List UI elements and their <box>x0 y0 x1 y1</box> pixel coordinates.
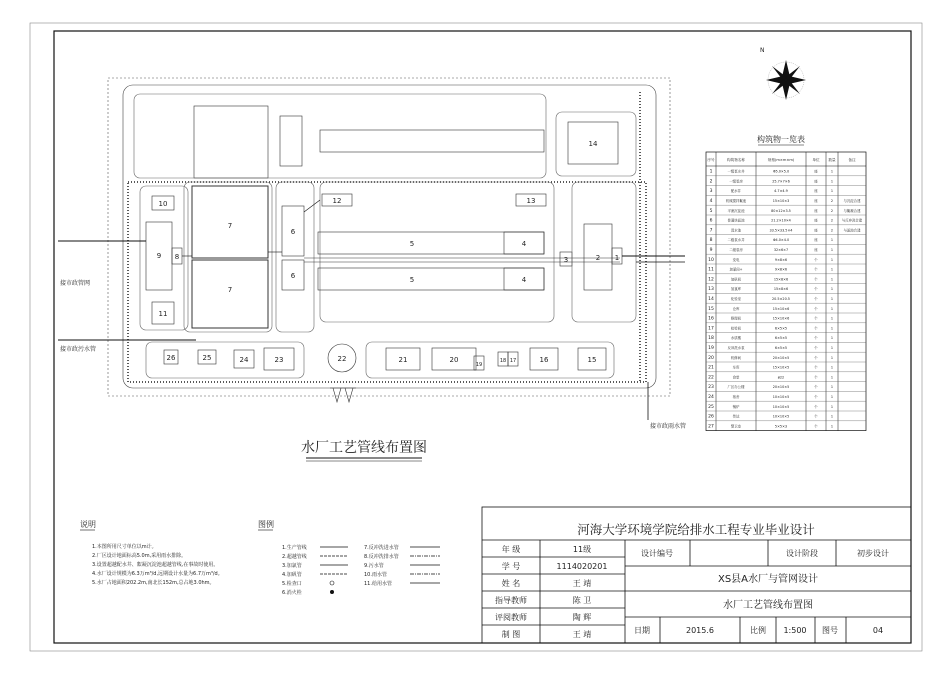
notes-lines <box>92 543 223 586</box>
unit-7-bottom <box>192 260 268 328</box>
site-road <box>123 85 656 388</box>
table-cell: 与反冲洗合建 <box>841 218 863 223</box>
table-cell: 检验间 <box>730 326 742 331</box>
label-drain: 接市政雨水管 <box>650 423 687 430</box>
table-header-cell: 规格(m×m×m) <box>767 158 795 162</box>
title-block-label: 指导教师 <box>495 596 527 605</box>
table-cell: 普通快滤池 <box>727 218 745 223</box>
note-line: 1.本图所用尺寸单位以m计。 <box>92 544 157 550</box>
table-cell: 个 <box>814 424 818 429</box>
table-cell: 个 <box>814 414 818 419</box>
table-cell: 1 <box>830 385 834 390</box>
table-cell: 座 <box>814 199 818 203</box>
table-cell: 8 <box>709 238 713 244</box>
table-cell: 20 <box>708 355 714 361</box>
label-unit-13: 13 <box>526 197 536 205</box>
stage-label: 设计阶段 <box>786 549 818 558</box>
table-cell: 18 <box>708 336 714 342</box>
table-cell: 个 <box>814 365 818 370</box>
legend-item: 1.生产管线 <box>282 545 307 551</box>
table-cell: 一级泵水井 <box>727 169 745 174</box>
table-cell: 1 <box>830 287 834 292</box>
table-header-cell: 数量 <box>828 158 836 162</box>
label-unit-22: 22 <box>337 355 347 363</box>
table-cell: 9×8×6 <box>774 267 788 272</box>
table-cell: 15×10×5 <box>772 365 790 370</box>
table-cell: 32×6×7 <box>773 248 789 252</box>
title-block-label: 制 图 <box>501 630 521 639</box>
table-cell: 机修间 <box>730 355 742 360</box>
table-cell: 1 <box>830 248 834 252</box>
legend-item: 11.给用水管 <box>364 581 392 587</box>
table-cell: 座 <box>814 179 818 184</box>
note-line: 4.水厂设计规模为6.3万m³/d,远期设计水量为6.7万m³/d。 <box>92 571 223 577</box>
table-cell: 座 <box>814 218 818 223</box>
table-cell: 3 <box>709 189 713 195</box>
table-cell: 个 <box>814 385 818 390</box>
project-name: XS县A水厂与管网设计 <box>717 574 819 585</box>
table-cell: 化验室 <box>730 297 742 301</box>
table-cell: 1 <box>830 375 834 380</box>
table-cell: 个 <box>814 395 818 399</box>
pipe-loop <box>128 182 646 382</box>
table-cell: 1 <box>830 257 834 262</box>
table-cell: 1 <box>830 267 834 272</box>
table-cell: 个 <box>814 375 818 380</box>
title-block-value: 11级 <box>572 545 592 554</box>
table-header-cell: 单位 <box>812 158 820 162</box>
label-unit-8: 8 <box>174 253 180 261</box>
table-cell: 1 <box>830 355 834 360</box>
table-cell: 15×8×6 <box>773 287 789 292</box>
table-cell: 1 <box>830 365 834 370</box>
label-unit-5-bottom: 5 <box>409 276 415 284</box>
table-cell: ø22 <box>777 375 785 380</box>
legend-item: 3.加氯管 <box>282 563 302 569</box>
label-unit-15: 15 <box>587 356 597 364</box>
table-cell: 9×8×6 <box>774 257 788 262</box>
structures-table <box>706 152 866 431</box>
label-unit-4-bottom: 4 <box>521 276 527 284</box>
table-cell: 6 <box>709 218 713 224</box>
label-unit-20: 20 <box>449 356 459 364</box>
table-cell: 10×10×5 <box>772 404 790 409</box>
top-long-block <box>320 130 544 152</box>
drawing-title: 水厂工艺管线布置图 <box>301 440 427 456</box>
label-unit-25: 25 <box>202 354 212 362</box>
table-cell: 平流沉淀池 <box>727 208 745 213</box>
top-area-frame <box>134 94 546 178</box>
table-cell: 6×5×5 <box>774 346 788 350</box>
unit-5-bottom <box>318 268 544 290</box>
note-line: 2.厂区设计地面标高5.0m,采用雨水排除。 <box>92 553 187 559</box>
table-cell: 16 <box>708 316 714 322</box>
table-cell: 清水池 <box>730 228 742 233</box>
table-cell: Φ5.0×5.0 <box>772 169 790 174</box>
table-cell: 25 <box>708 404 714 410</box>
table-cell: 13 <box>708 287 714 293</box>
table-cell: 车库 <box>732 365 740 370</box>
table-cell: 警卫室 <box>730 424 742 429</box>
table-cell: 座 <box>814 189 818 194</box>
title-block-label: 年 级 <box>501 545 521 554</box>
top-block-left <box>194 106 268 178</box>
table-cell: 15×10×6 <box>772 316 790 321</box>
table-cell: 12 <box>708 277 714 283</box>
scale-value: 1:500 <box>783 626 807 635</box>
drawing-name: 水厂工艺管线布置图 <box>723 600 813 611</box>
design-no-label: 设计编号 <box>641 549 673 558</box>
table-cell: 6×5×5 <box>774 326 788 331</box>
table-cell: 80×12×3.5 <box>771 208 791 213</box>
table-cell: 1 <box>830 238 834 243</box>
label-unit-17: 17 <box>509 358 517 364</box>
table-cell: 25.7×7×6 <box>772 179 790 184</box>
table-cell: 配水井 <box>730 189 742 194</box>
label-unit-4-top: 4 <box>521 240 527 248</box>
table-cell: 座 <box>814 169 818 174</box>
table-cell: 个 <box>814 257 818 262</box>
table-cell: 1 <box>830 346 834 350</box>
table-cell: 1 <box>830 414 834 419</box>
title-block-label: 评阅教师 <box>495 613 527 622</box>
table-cell: 1 <box>830 326 834 331</box>
legend-item: 9.污水管 <box>364 563 384 569</box>
table-cell: 1 <box>709 169 713 175</box>
table-cell: 仓库 <box>732 306 740 311</box>
table-cell: 座 <box>814 238 818 243</box>
label-unit-6: 6 <box>290 228 296 236</box>
table-cell: 座 <box>814 228 818 233</box>
table-cell: 机械搅拌絮池 <box>725 199 747 203</box>
label-unit-26: 26 <box>166 354 176 362</box>
table-cell: 宿舍 <box>732 395 740 399</box>
table-cell: 14 <box>708 297 714 302</box>
table-cell: 个 <box>814 404 818 409</box>
label-unit-7-bottom: 7 <box>227 286 233 294</box>
table-cell: Φ4.0×4.0 <box>772 238 790 243</box>
title-block-value: 陈 卫 <box>572 596 592 605</box>
table-cell: 个 <box>814 336 818 341</box>
table-cell: 15×10×6 <box>772 306 790 311</box>
table-cell: 一级泵房 <box>729 179 743 184</box>
table-cell: 11 <box>708 267 714 273</box>
table-cell: 21.2×10×4 <box>771 218 791 223</box>
table-header-cell: 备注 <box>848 158 856 162</box>
note-line: 5.水厂占地面积202.2m,南北长152m,总占地3.0hm。 <box>92 580 215 586</box>
label-unit-19: 19 <box>475 362 483 368</box>
date-value: 2015.6 <box>686 626 714 635</box>
label-unit-18: 18 <box>499 358 507 364</box>
table-cell: 1 <box>830 404 834 409</box>
note-line: 3.设置超越配水井、絮凝沉淀池超越管线,在事故时使用。 <box>92 562 219 568</box>
table-cell: 20×10×5 <box>772 355 790 360</box>
table-cell: 2 <box>830 208 834 213</box>
compass-label: N <box>760 47 765 54</box>
table-cell: 水质楼 <box>730 336 742 341</box>
table-cell: 1 <box>830 424 834 429</box>
table-cell: 个 <box>814 297 818 301</box>
notes-title: 说明 <box>80 520 96 529</box>
table-cell: 1 <box>830 306 834 311</box>
table-cell: 个 <box>814 326 818 331</box>
table-cell: 21 <box>708 365 714 371</box>
table-cell: 反冲洗水泵 <box>727 346 745 350</box>
table-cell: 与沉淀合建 <box>843 199 861 203</box>
table-cell: 加矾间 <box>730 277 742 282</box>
label-unit-24: 24 <box>239 356 249 364</box>
label-unit-12: 12 <box>332 197 342 205</box>
table-cell: 26 <box>708 414 714 420</box>
title-block-value: 陶 辉 <box>572 613 592 622</box>
table-cell: 个 <box>814 277 818 282</box>
table-cell: 17 <box>708 326 714 332</box>
table-cell: 19 <box>708 346 714 351</box>
legend-title: 图例 <box>258 520 274 529</box>
stage-value: 初步设计 <box>857 549 889 558</box>
table-cell: 20×10×5 <box>772 385 790 390</box>
legend-item: 8.反冲洗排水管 <box>364 554 399 560</box>
table-cell: 1 <box>830 277 834 282</box>
table-cell: 个 <box>814 267 818 272</box>
top-block-narrow <box>280 116 302 166</box>
table-cell: 22 <box>708 375 714 381</box>
table-cell: 10×10×5 <box>772 414 790 419</box>
label-unit-7-top: 7 <box>227 222 233 230</box>
legend-items <box>282 544 440 596</box>
compass-icon <box>766 60 806 100</box>
table-cell: 2 <box>830 199 834 203</box>
table-cell: 个 <box>814 346 818 350</box>
title-block-label: 学 号 <box>501 562 521 571</box>
unit-5-top <box>318 232 544 254</box>
table-cell: 10 <box>708 257 714 263</box>
label-unit-11: 11 <box>158 310 168 318</box>
label-unit-2: 2 <box>595 254 601 262</box>
table-cell: 锅炉 <box>732 404 740 409</box>
table-header-cell: 构筑物名称 <box>727 158 745 162</box>
label-unit-1: 1 <box>614 254 620 262</box>
sheet-label: 图号 <box>822 626 838 635</box>
table-cell: 厂区办公楼 <box>727 385 745 390</box>
table-cell: 传达 <box>732 414 740 419</box>
title-block-label: 姓 名 <box>501 579 521 588</box>
table-cell: 2 <box>830 218 834 223</box>
table-cell: 7 <box>709 228 713 234</box>
label-unit-6b: 6 <box>290 272 296 280</box>
table-cell: 5×5×3 <box>774 424 788 429</box>
table-cell: 食堂 <box>732 375 740 380</box>
table-cell: 修理间 <box>730 316 742 321</box>
table-cell: 个 <box>814 355 818 360</box>
table-cell: 6×5×5 <box>774 336 788 341</box>
table-cell: 24 <box>708 395 714 400</box>
table-cell: 1 <box>830 395 834 399</box>
table-cell: 9 <box>709 248 713 253</box>
label-unit-10: 10 <box>158 200 168 208</box>
table-cell: 33.5×33.5×4 <box>769 228 793 233</box>
table-cell: 2 <box>830 228 834 233</box>
table-cell: 个 <box>814 316 818 321</box>
table-cell: 4.7×4.9 <box>774 189 788 194</box>
table-cell: 1 <box>830 189 834 194</box>
table-cell: 1 <box>830 297 834 301</box>
table-cell: 加氯间+ <box>729 267 743 272</box>
legend-item: 10.雨水管 <box>364 572 387 578</box>
label-unit-5-top: 5 <box>409 240 415 248</box>
table-cell: 27 <box>708 424 714 430</box>
table-cell: 1 <box>830 336 834 341</box>
table-cell: 5 <box>709 208 713 214</box>
label-unit-23: 23 <box>274 356 284 364</box>
label-unit-21: 21 <box>398 356 408 364</box>
school-title: 河海大学环境学院给排水工程专业毕业设计 <box>577 522 815 537</box>
legend-item: 2.超越管线 <box>282 554 307 560</box>
title-block-value: 1114020201 <box>556 562 608 571</box>
table-cell: 4 <box>709 199 713 204</box>
title-block-value: 王 靖 <box>572 630 592 639</box>
table-cell: 个 <box>814 287 818 292</box>
table-title: 构筑物一览表 <box>757 135 805 144</box>
table-cell: 23 <box>708 385 714 391</box>
label-unit-14: 14 <box>588 140 598 148</box>
label-unit-9: 9 <box>156 252 162 260</box>
table-cell: 座 <box>814 208 818 213</box>
table-cell: 二级泵水井 <box>727 238 745 243</box>
table-cell: 座 <box>814 248 818 252</box>
label-water-in: 接市政管网 <box>60 280 91 287</box>
table-cell: 1 <box>830 179 834 184</box>
table-cell: 2 <box>709 179 713 185</box>
label-unit-16: 16 <box>539 356 549 364</box>
table-cell: 10×10×5 <box>772 395 790 399</box>
legend-item: 6.消火栓 <box>282 590 302 596</box>
table-cell: 个 <box>814 306 818 311</box>
table-cell: 20.5×20.5 <box>772 297 790 301</box>
site-plan <box>58 78 685 420</box>
title-block-value: 王 靖 <box>572 579 592 588</box>
table-header-cell: 序号 <box>707 158 715 162</box>
table-cell: 1 <box>830 316 834 321</box>
table-cell: 变电 <box>732 257 740 262</box>
legend-item: 7.反冲洗进水管 <box>364 545 399 551</box>
table-cell: 15 <box>708 306 714 312</box>
legend-item: 4.加矾管 <box>282 572 302 578</box>
date-label: 日期 <box>634 626 650 635</box>
sheet-value: 04 <box>872 626 884 635</box>
scale-label: 比例 <box>750 626 766 635</box>
label-unit-3: 3 <box>563 256 569 264</box>
site-gate <box>333 388 353 402</box>
table-cell: 与滤池合建 <box>843 228 861 233</box>
table-cell: 15×10×3 <box>772 199 790 203</box>
label-sewage: 接市政污水管 <box>60 346 97 353</box>
table-cell: 1 <box>830 169 834 174</box>
legend-item: 5.检查口 <box>282 581 302 587</box>
table-cell: 加氯库 <box>730 287 742 292</box>
table-cell: 15×8×6 <box>773 277 789 282</box>
table-cell: 与絮凝合建 <box>843 208 861 213</box>
table-cell: 二级泵房 <box>729 248 743 252</box>
